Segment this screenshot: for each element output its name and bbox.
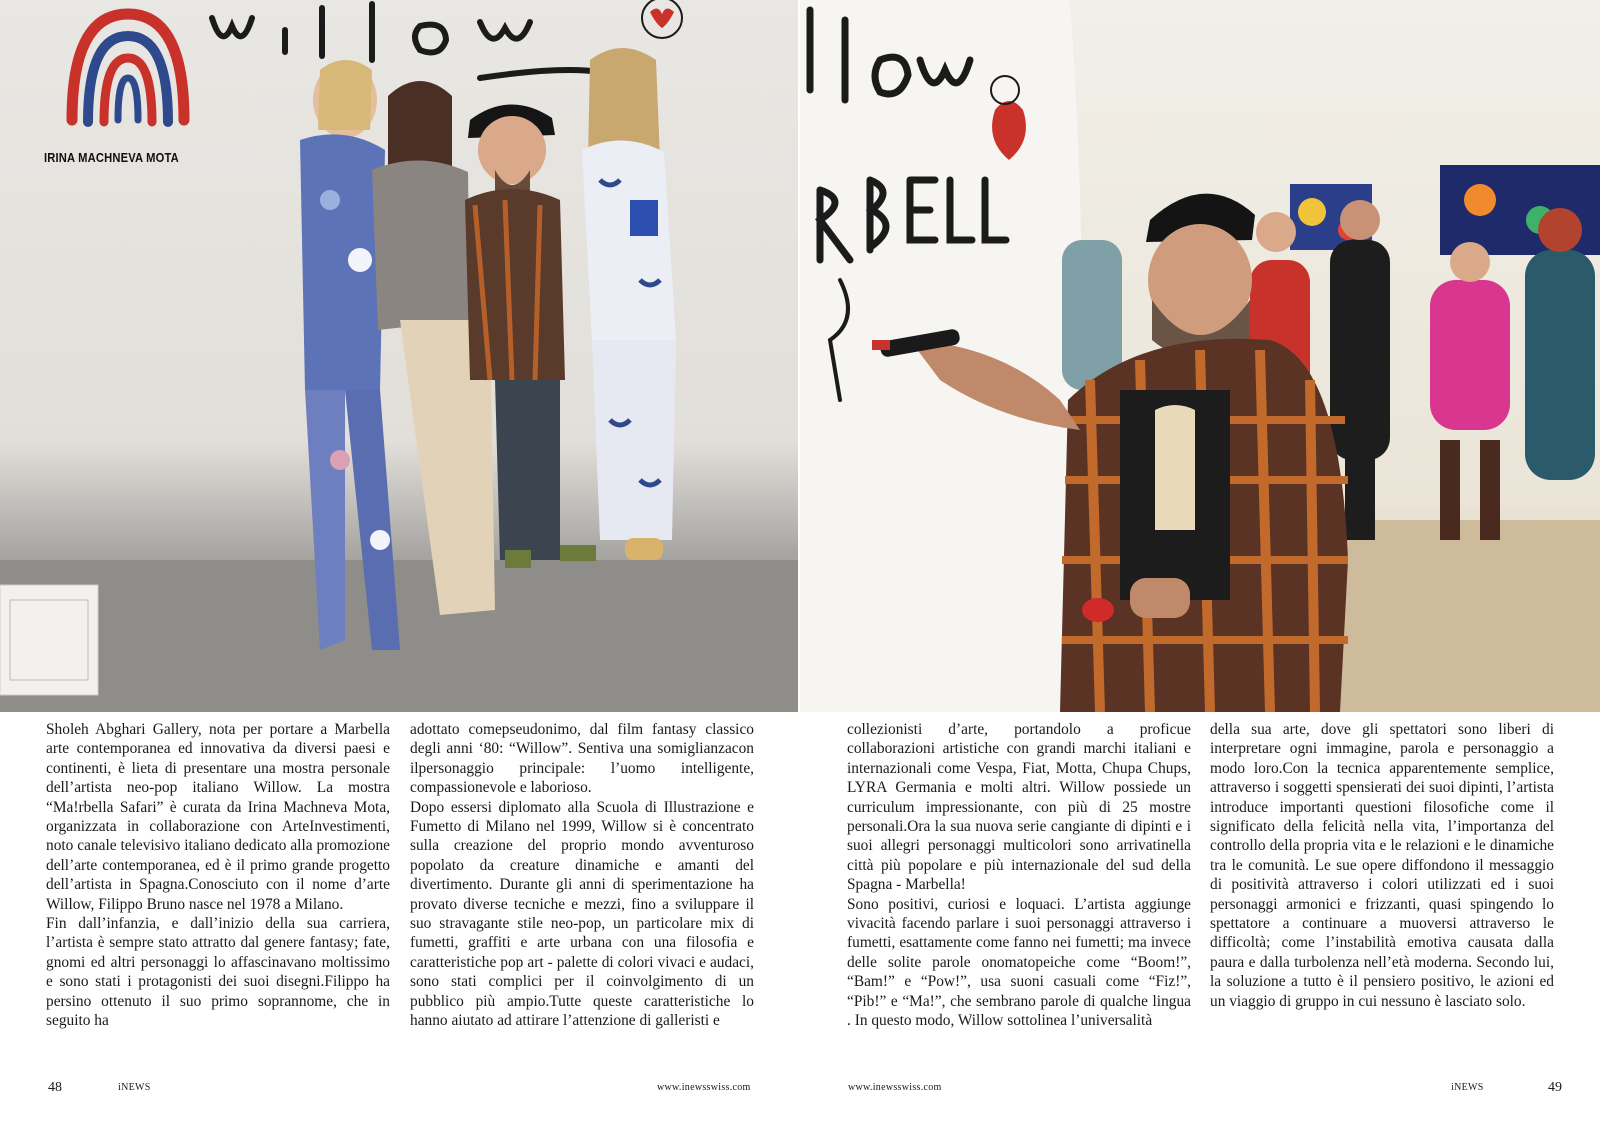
paragraph: Sono positivi, curiosi e loquaci. L’artista aggiunge vivacità facendo parlare i suoi personaggi attraverso i fumetti, esattamente come fanno nei fumetti; ma invece delle solite parole onomatopeiche come “Boom!”, “Bam!” e “Pow!”, usa suoni casuali come “Fiz!”, “Pib!” e “Ma!”, che sembrano parole di qualche lingua . In questo modo, Willow sottolinea l’universalità [847, 895, 1191, 1030]
artist-photo-illustration [800, 0, 1600, 712]
article-column-2 [410, 720, 754, 1031]
paragraph: adottato comepseudonimo, dal film fantasy classico degli anni ‘80: “Willow”. Sentiva una somiglianzacon ilpersonaggio principale: l’uomo intelligente, compassionevole e laborioso. [410, 721, 754, 797]
heart-doodle [650, 8, 674, 28]
brand-right: iNEWS [1451, 1082, 1484, 1093]
page-number-left: 48 [48, 1080, 62, 1095]
willow-lettering [212, 4, 600, 78]
paragraph: collezionisti d’arte, portandolo a proficue collaborazioni artistiche con grandi marchi italiani e internazionali come Vespa, Fiat, Motta, Chupa Chups, LYRA Germania e molti altri. Willow possiede un curriculum impressionante, con più di 25 mostre personali.Ora la sua nuova serie cangiante di dipinti e i suoi allegri personaggi multicolori sono arrivatinella città più popolare e più internazionale del sud della Spagna - Marbella! [847, 721, 1191, 894]
paragraph: della sua arte, dove gli spettatori sono liberi di interpretare ogni immagine, parola e personaggio a modo loro.Con la tecnica apparentemente semplice, attraverso i soggetti spensierati dei suoi dipinti, l’artista introduce importanti questioni filosofiche come il significato della felicità nella vita, l’importanza del controllo della propria vita e le relazioni e le dinamiche tra le comunità. Le sue opere diffondono il messaggio di positività attraverso i colori utilizzati ed i suoi personaggi armonici e frizzanti, quasi spingendo lo spettatore a continuare a muoversi attraverso le difficoltà; come l’instabilità emotiva causata dalla paura e dalla turbolenza nell’età moderna. Secondo lui, la soluzione a tutto è il pensiero positivo, le azioni ed un viaggio di gruppo in cui nessuno è lasciato solo. [1210, 721, 1554, 1010]
website-left: www.inewsswiss.com [657, 1082, 751, 1093]
photo-artist-drawing [800, 0, 1600, 712]
article-column-3 [847, 720, 1191, 1031]
page-number-right: 49 [1548, 1080, 1562, 1095]
group-photo-illustration [0, 0, 798, 712]
article-column-1 [46, 720, 390, 1031]
person-pattern-suit [582, 48, 676, 560]
paragraph: Dopo essersi diplomato alla Scuola di Illustrazione e Fumetto di Milano nel 1999, Willow si è concentrato sulla creazione del proprio mondo avventuroso popolato da creature dinamiche e amanti del divertimento. Durante gli anni di sperimentazione ha provato diverse tecniche e mezzi, fino a sviluppare il suo stravagante stile neo-pop, un particolare mix di fumetti, graffiti e arte urbana con una filosofia e caratteristiche pop art - palette di colori vivaci e audaci, sono stati complici per il coinvolgimento di un pubblico più ampio.Tutte queste caratteristiche lo hanno aiutato ad attirare l’attenzione di galleristi e [410, 798, 754, 1030]
article-column-4 [1210, 720, 1554, 1011]
paragraph: Sholeh Abghari Gallery, nota per portare a Marbella arte contemporanea ed innovativa da diversi paesi e continenti, è lieta di presentare una mostra personale dell’artista neo-pop italiano Willow. La mostra “Ma!rbella Safari” è curata da Irina Machneva Mota, organizzata in collaborazione con ArteInvestimenti, noto canale televisivo italiano dedicato alla promozione dell’arte contemporanea, ed è il primo grande progetto dell’artista in Spagna.Conosciuto con il nome d’arte Willow, Filippo Bruno nasce nel 1978 a Milano. [46, 721, 390, 913]
website-right: www.inewsswiss.com [848, 1082, 942, 1093]
rainbow-mural [72, 14, 184, 122]
photo-credit: IRINA MACHNEVA MOTA [44, 150, 179, 165]
photo-gallery-group [0, 0, 798, 712]
paragraph: Fin dall’infanzia, e dall’inizio della sua carriera, l’artista è sempre stato attratto dal genere fantasy; fate, gnomi ed altri personaggi lo affascinavano moltissimo e sono stati i protagonisti dei suoi disegni.Filippo ha persino ottenuto il suo primo soprannome, che in seguito ha [46, 915, 390, 1030]
brand-left: iNEWS [118, 1082, 151, 1093]
